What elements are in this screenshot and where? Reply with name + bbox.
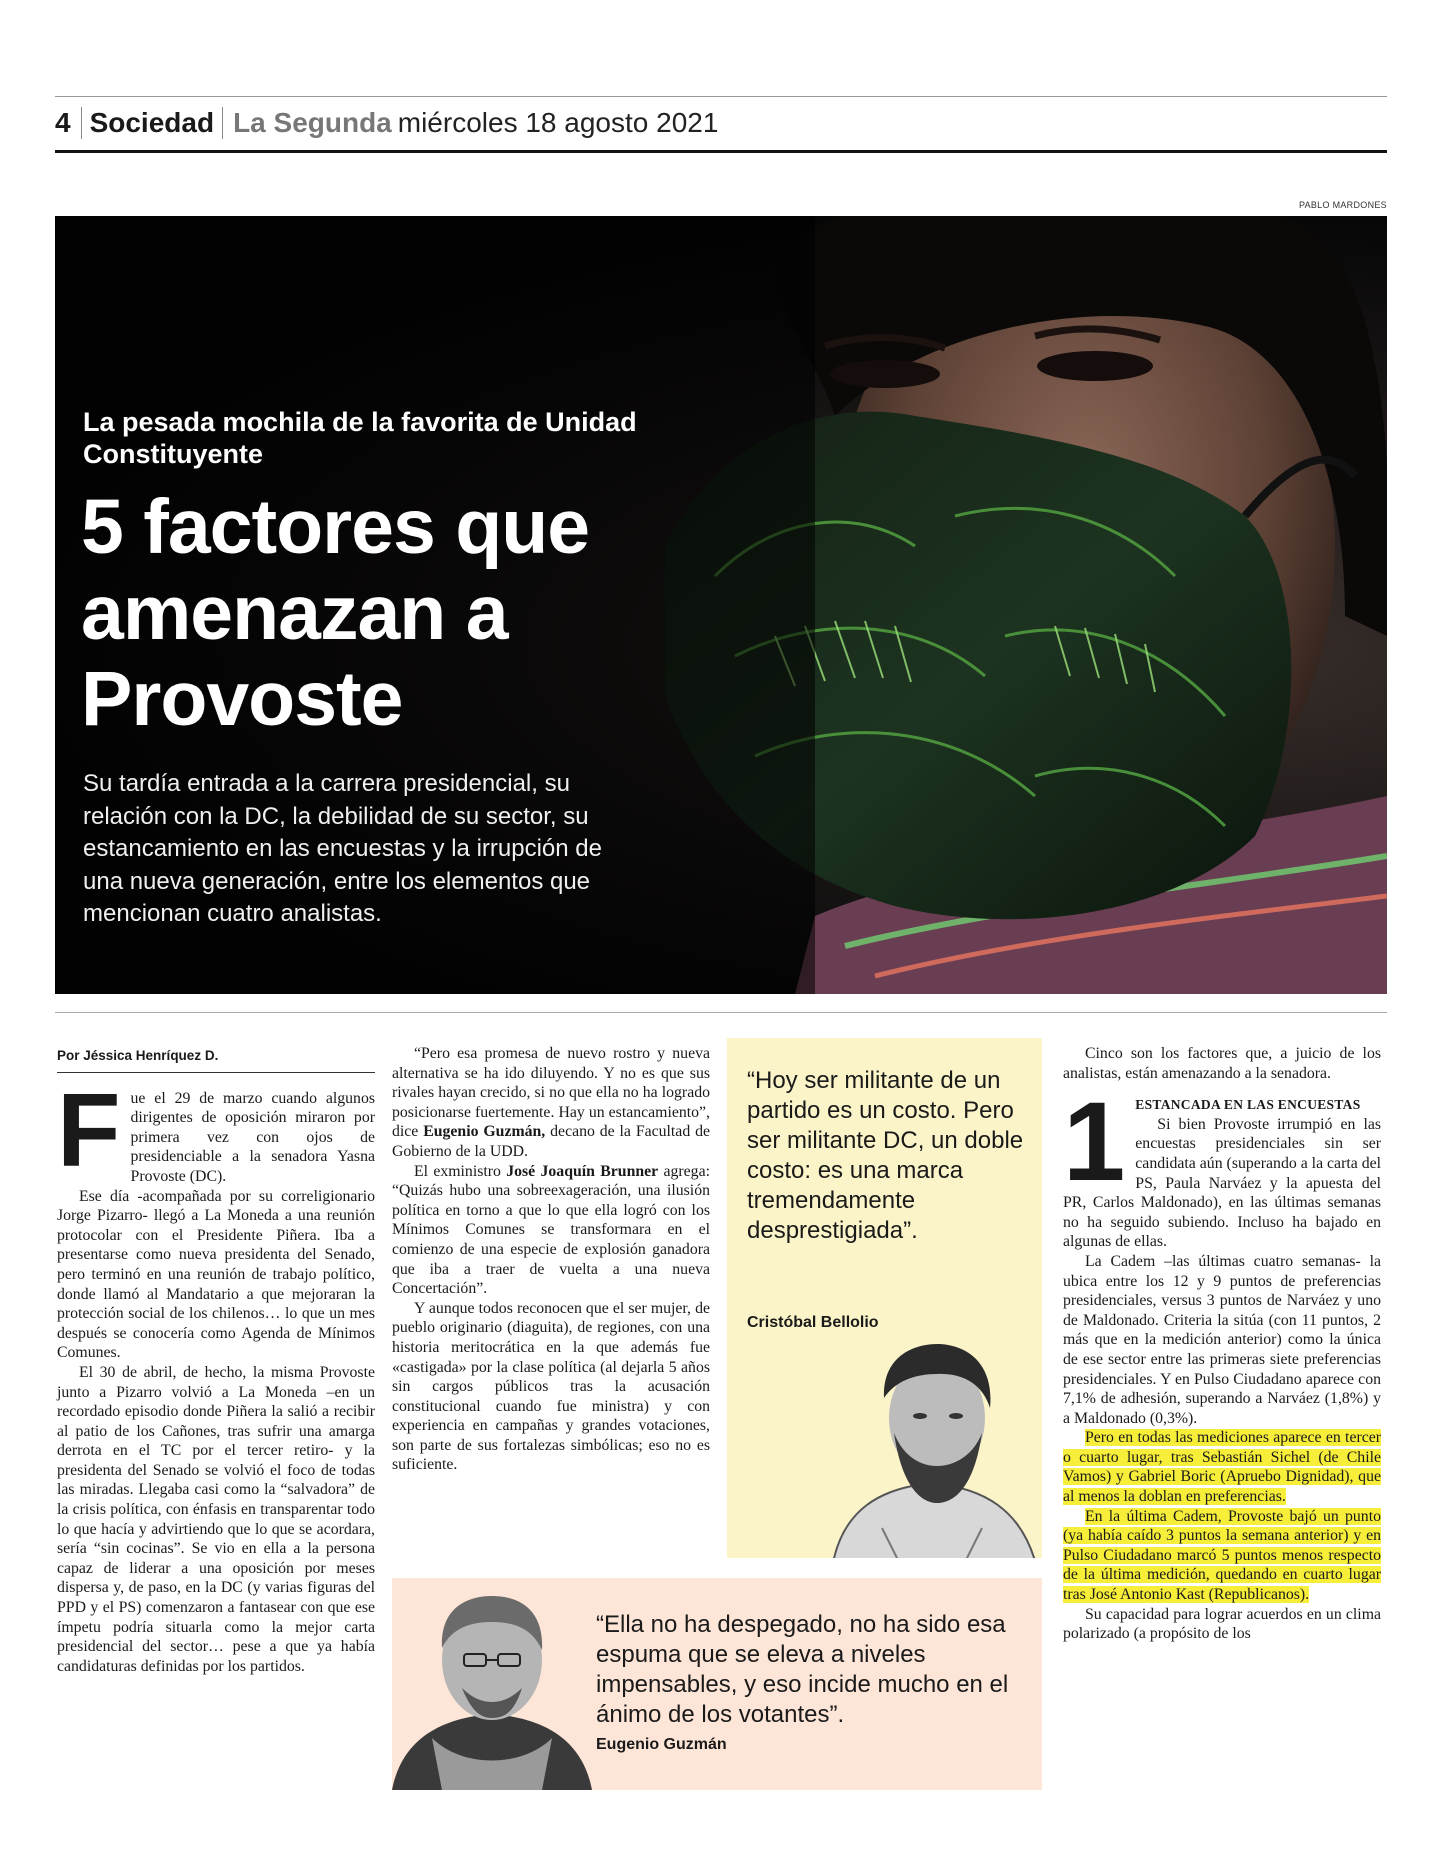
paragraph-text: “Pero esa promesa de nuevo rostro y nueva alternativa se ha ido diluyendo. Y no es que sus rivales hayan crecido, si no que ella no ha logrado posicionarse fuertemente. Hay un estancamiento”, dice <box>392 1045 710 1141</box>
quote-author: Cristóbal Bellolio <box>747 1314 879 1331</box>
kicker: La pesada mochila de la favorita de Unidad Constituyente <box>83 407 637 469</box>
newspaper-name: La Segunda <box>233 107 392 138</box>
portrait-photo-guzman <box>392 1578 592 1790</box>
page-header <box>55 100 718 146</box>
paragraph-text: El exministro <box>414 1162 501 1180</box>
issue-date: miércoles 18 agosto 2021 <box>397 107 719 138</box>
paragraph <box>1063 1428 1381 1506</box>
drop-cap: F <box>57 1072 121 1189</box>
factor-subhead: ESTANCADA EN LAS ENCUESTAS <box>1135 1097 1361 1113</box>
paragraph <box>392 1162 710 1299</box>
paragraph-text: decano de la Facultad de Gobierno de la UDD. <box>392 1123 711 1160</box>
deck: Su tardía entrada a la carrera presidencial, su relación con la DC, la debilidad de su sector, su estancamiento en las encuestas y la irrupción de una nueva generación, entre los elementos que mencionan cuatro analistas. <box>83 770 602 927</box>
paragraph-text: ue el 29 de marzo cuando algunos dirigentes de oposición miraron por primera vez con ojos de presidenciable a la senadora Yasna Provoste (DC). <box>130 1089 375 1185</box>
highlighted-text: Pero en todas las mediciones aparece en tercer o cuarto lugar, tras Sebastián Sichel (de Chile Vamos) y Gabriel Boric (Apruebo Dignidad), que al menos la doblan en preferencias. <box>1063 1429 1381 1506</box>
article-column-1 <box>57 1046 375 1676</box>
hero-photo <box>55 216 1387 994</box>
quote-author: Eugenio Guzmán <box>596 1736 727 1753</box>
byline: Por Jéssica Henríquez D. <box>57 1046 375 1073</box>
section-name: Sociedad <box>82 107 223 139</box>
pull-quote-bellolio <box>727 1038 1042 1558</box>
article-column-4 <box>1063 1044 1381 1644</box>
page-number: 4 <box>55 107 82 139</box>
highlighted-text: En la última Cadem, Provoste bajó un punto (ya había caído 3 puntos la semana anterior) y en Pulso Ciudadano marcó 5 puntos menos respecto de la última medición, quedando en cuarto lugar tras José Antonio Kast (Republicanos). <box>1063 1507 1381 1604</box>
factor-number: 1 <box>1063 1079 1126 1205</box>
portrait-photo-bellolio <box>822 1338 1042 1558</box>
paragraph-text: agrega: “Quizás hubo una sobreexageración, una ilusión política en torno a que lo que ella logró con los Mínimos Comunes se transformara en el comienzo de una especie de explosión ganadora que iba a traer de vuelta a una nueva Concertación”. <box>392 1162 710 1298</box>
paragraph: Su capacidad para lograr acuerdos en un clima polarizado (a propósito de los <box>1063 1605 1381 1643</box>
header-bottom-rule <box>55 150 1387 153</box>
paragraph <box>57 1072 375 1189</box>
pull-quote-guzman <box>392 1578 1042 1790</box>
paragraph: Y aunque todos reconocen que el ser mujer, de pueblo originario (diaguita), de regiones, con una historia meritocrática en la que además fue «castigada» por la clase política (al dejarla 5 años sin cargos públicos tras la acusación constitucional cuando fue ministra) y con experiencia en campañas y grandes votaciones, son parte de sus fortalezas simbólicas; eso no es suficiente. <box>392 1299 710 1474</box>
quote-text: “Hoy ser militante de un partido es un costo. Pero ser militante DC, un doble costo: es una marca tremendamente desprestigiada”. <box>747 1067 1024 1244</box>
paragraph-text: Si bien Provoste irrumpió en las encuestas presidenciales sin ser candidata aún (superando a la carta del PS, Paula Narváez y la apuesta del PR, Carlos Maldonado), en las últimas semanas no ha seguido subiendo. Incluso ha bajado en algunas de ellas. <box>1063 1115 1381 1251</box>
quote-text: “Ella no ha despegado, no ha sido esa espuma que se eleva a niveles impensables, y eso incide mucho en el ánimo de los votantes”. <box>596 1611 1009 1728</box>
paragraph: La Cadem –las últimas cuatro semanas- la ubica entre los 12 y 9 puntos de preferencias presidenciales, versus 3 puntos de Narváez y uno de Maldonado. Criteria la sitúa (con 11 puntos, 2 más que en la medición anterior) como la única de ese sector entre las primeras siete preferencias presidenciales. Y en Pulso Ciudadano aparece con 7,1% de adhesión, superando a Narváez (1,8%) y a Maldonado (0,3%). <box>1063 1252 1381 1427</box>
paragraph: Cinco son los factores que, a juicio de los analistas, están amenazando a la senadora. <box>1063 1045 1381 1082</box>
photo-credit: PABLO MARDONES <box>1298 200 1387 210</box>
header-top-rule <box>55 96 1387 97</box>
person-name: José Joaquín Brunner <box>506 1162 659 1180</box>
paragraph: Ese día -acompañada por su correligionario Jorge Pizarro- llegó a La Moneda a una reunión protocolar con el Presidente Piñera. Iba a presentarse como nueva presidenta del Senado, pero terminó en una reunión de trabajo político, donde llamó al Mandatario a que mejoraran la protección social de los chilenos… lo que un mes después se conocería como Agenda de Mínimos Comunes. <box>57 1187 375 1362</box>
paragraph <box>1063 1507 1381 1605</box>
headline: 5 factores que amenazan a Provoste <box>81 484 590 742</box>
paragraph <box>392 1044 710 1162</box>
person-name: Eugenio Guzmán, <box>423 1123 546 1141</box>
paragraph <box>1063 1079 1381 1252</box>
article-column-2 <box>392 1044 710 1475</box>
paragraph: El 30 de abril, de hecho, la misma Provoste junto a Pizarro volvió a La Moneda –en un recordado episodio donde Piñera la salió a recibir al patio de los Cañones, tras sufrir una amarga derrota en el TC por el tercer retiro- y la presidenta del Senado se volvió el foco de todas las miradas. Llegaba casi como la “salvadora” de la crisis política, con énfasis en transparentar todo lo que hacía y advirtiendo que lo que se acordara, sería “sin cocinas”. Se vio en ella a la persona capaz de liderar a una oposición por meses dispersa y, de paso, en la DC (y varias figuras del PPD y el PS) comenzaron a fantasear con que ese ímpetu podría situarla como la mejor carta presidencial del sector… pese a que ya había candidaturas definidas por los partidos. <box>57 1363 375 1675</box>
section-divider <box>55 1012 1387 1013</box>
